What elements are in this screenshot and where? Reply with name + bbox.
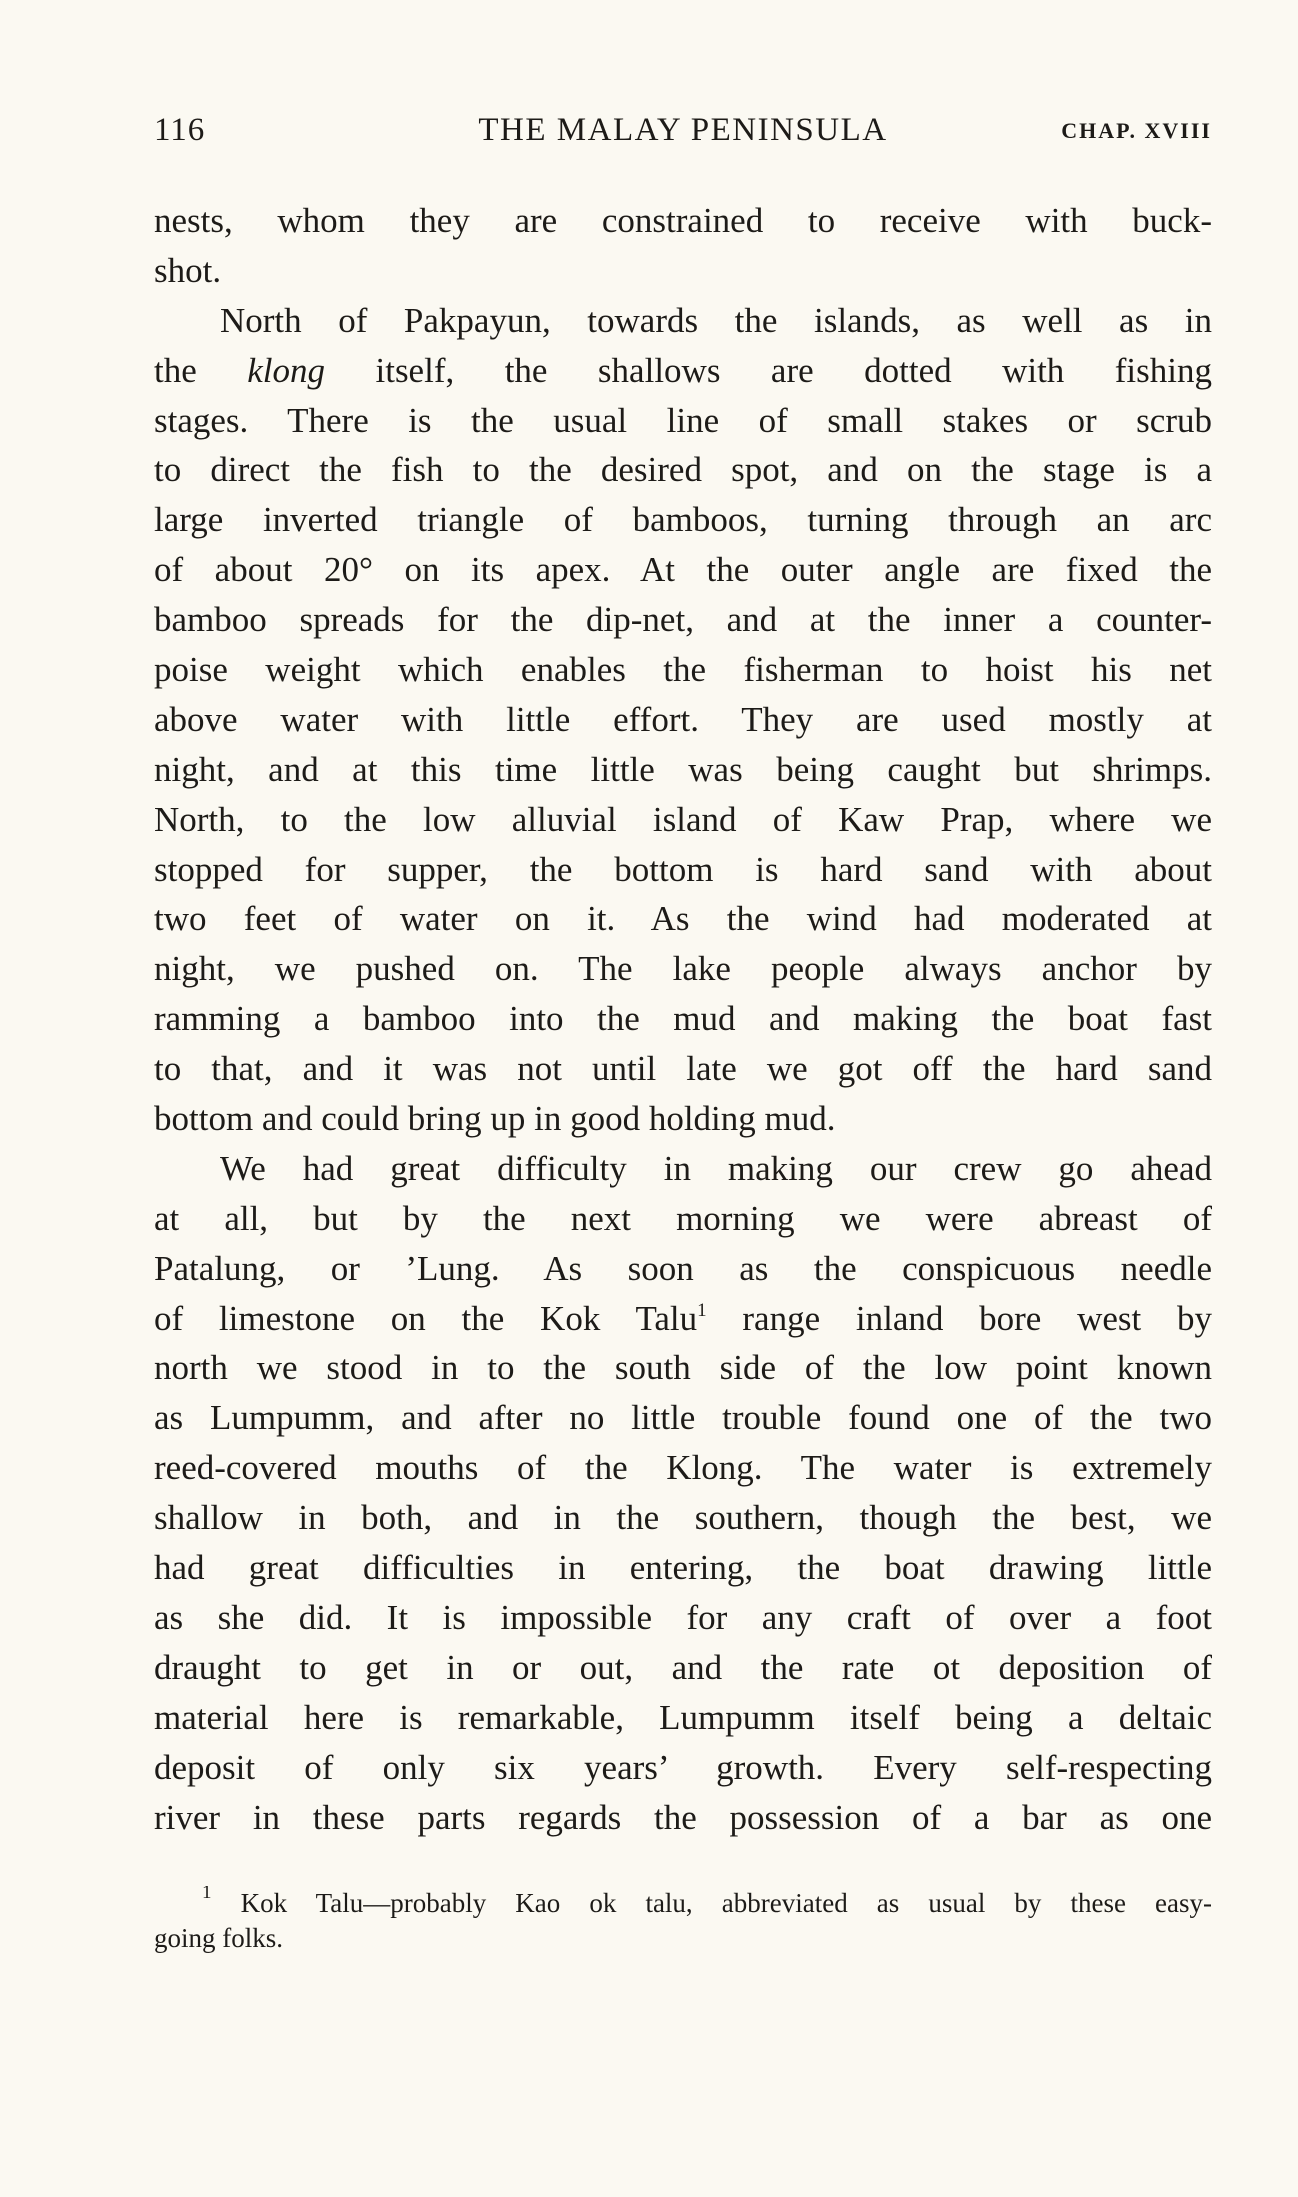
text-line: deposit of only six years’ growth. Every self-respecting: [154, 1747, 1212, 1787]
body-text: [154, 196, 1212, 1842]
text-line: to direct the fish to the desired spot, and on the stage is a: [154, 450, 1212, 490]
text-line: north we stood in to the south side of the low point known: [154, 1348, 1212, 1388]
text-line: as Lumpumm, and after no little trouble found one of the two: [154, 1398, 1212, 1438]
page-number: 116: [154, 112, 206, 148]
text-line: two feet of water on it. As the wind had moderated at: [154, 899, 1212, 939]
text-line: large inverted triangle of bamboos, turning through an arc: [154, 500, 1212, 540]
text-line: stopped for supper, the bottom is hard sand with about: [154, 849, 1212, 889]
text-line: night, and at this time little was being caught but shrimps.: [154, 749, 1212, 789]
text-line: had great difficulties in entering, the boat drawing little: [154, 1548, 1212, 1588]
text-line: shot.: [154, 250, 222, 290]
text-line: bottom and could bring up in good holding mud.: [154, 1099, 836, 1139]
running-header: [154, 112, 1212, 162]
text-line: stages. There is the usual line of small stakes or scrub: [154, 400, 1212, 440]
italic-term: klong: [247, 350, 326, 390]
text-line: Patalung, or ’Lung. As soon as the conspicuous needle: [154, 1248, 1212, 1288]
text-line: night, we pushed on. The lake people always anchor by: [154, 949, 1212, 989]
text-line: bamboo spreads for the dip-net, and at the inner a counter-: [154, 600, 1212, 640]
text-line: to that, and it was not until late we got off the hard sand: [154, 1049, 1212, 1089]
text-line: as she did. It is impossible for any craft of over a foot: [154, 1597, 1212, 1637]
text-line: at all, but by the next morning we were abreast of: [154, 1198, 1212, 1238]
text-line: We had great difficulty in making our crew go ahead: [220, 1148, 1212, 1188]
footnote-line: [154, 1886, 1212, 1921]
footnote-marker: 1: [202, 1886, 212, 1903]
footnote-line: going folks.: [154, 1923, 284, 1953]
footnote-text: Kok Talu—probably Kao ok talu, abbreviated as usual by these easy-: [240, 1888, 1212, 1918]
text-line: nests, whom they are constrained to receive with buck-: [154, 201, 1212, 240]
text-line: river in these parts regards the possession of a bar as one: [154, 1797, 1212, 1837]
text-line: poise weight which enables the fisherman to hoist his net: [154, 650, 1212, 690]
text-line: ramming a bamboo into the mud and making the boat fast: [154, 999, 1212, 1039]
footnote: [154, 1886, 1212, 1956]
text-line: [154, 1294, 1212, 1344]
footnote-reference[interactable]: 1: [697, 1299, 707, 1321]
text-line: above water with little effort. They are used mostly at: [154, 699, 1212, 739]
text-line: [154, 346, 1212, 396]
text-line: draught to get in or out, and the rate ot deposition of: [154, 1647, 1212, 1687]
text-line: North, to the low alluvial island of Kaw Prap, where we: [154, 799, 1212, 839]
text-line: shallow in both, and in the southern, though the best, we: [154, 1498, 1212, 1538]
text-fragment: range inland bore west by: [706, 1298, 1212, 1338]
text-line: North of Pakpayun, towards the islands, as well as in: [220, 300, 1212, 340]
text-fragment: of limestone on the Kok Talu: [154, 1298, 698, 1338]
text-fragment: itself, the shallows are dotted with fishing: [325, 350, 1212, 390]
chapter-label: CHAP. XVIII: [1061, 118, 1212, 143]
text-fragment: the: [154, 350, 248, 390]
text-line: reed-covered mouths of the Klong. The water is extremely: [154, 1448, 1212, 1488]
running-title: THE MALAY PENINSULA: [478, 112, 888, 148]
text-line: of about 20° on its apex. At the outer angle are fixed the: [154, 550, 1212, 590]
text-line: material here is remarkable, Lumpumm itself being a deltaic: [154, 1697, 1212, 1737]
